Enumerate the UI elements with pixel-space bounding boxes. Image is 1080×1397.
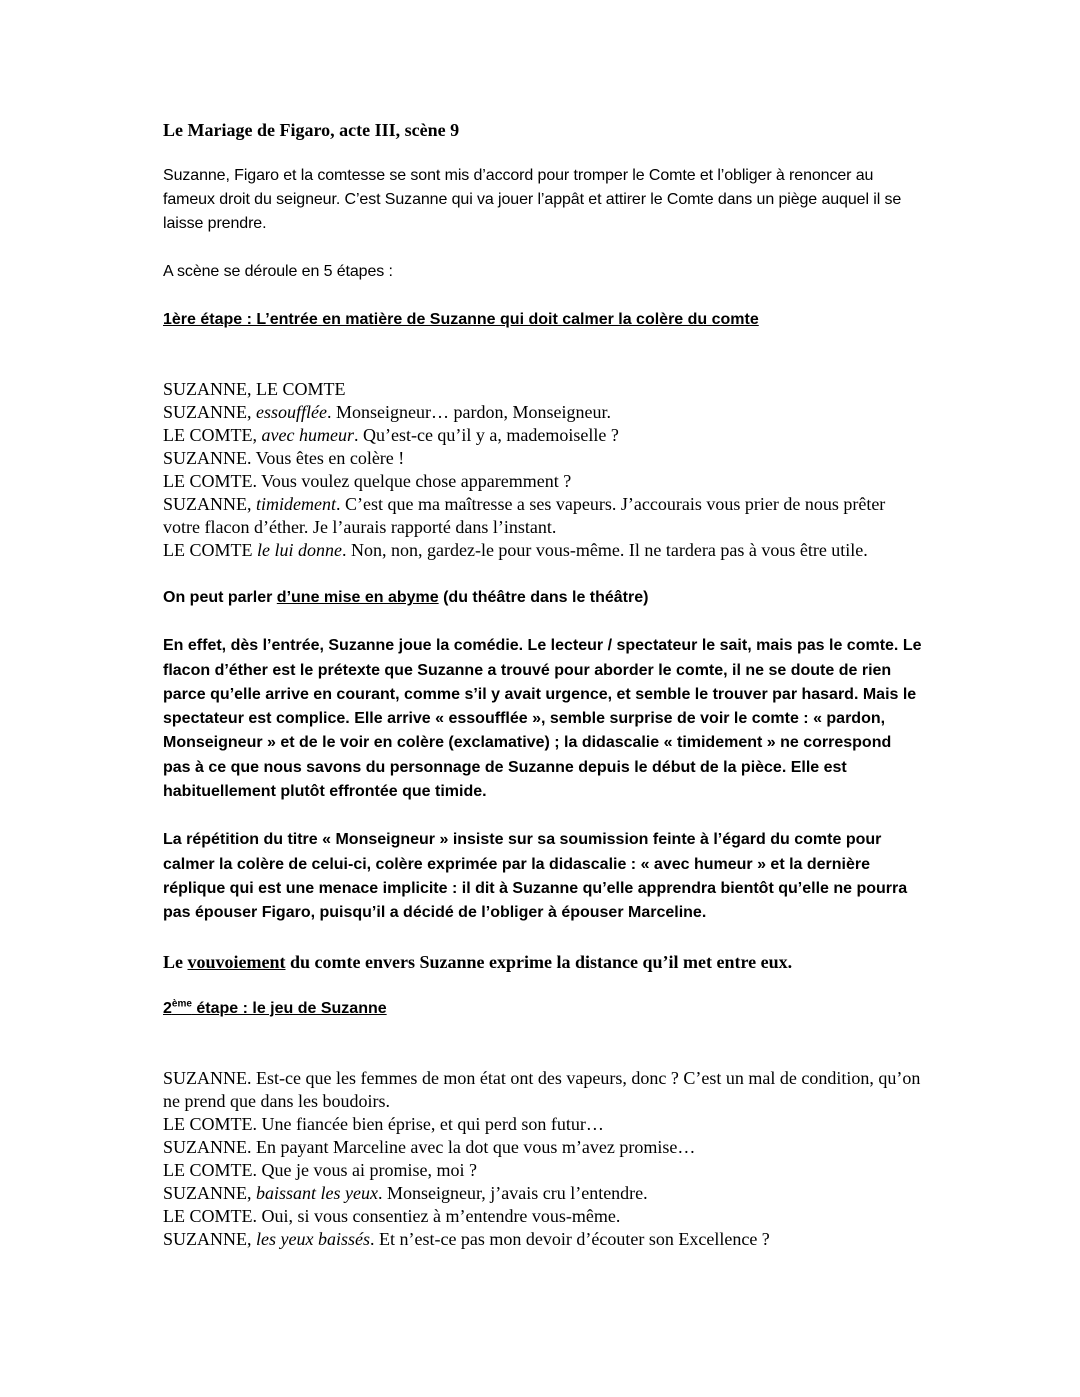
dialogue-line: SUZANNE, LE COMTE [163, 379, 346, 399]
dialogue-line: SUZANNE. Est-ce que les femmes de mon état ont des vapeurs, donc ? C’est un mal de condition, qu’on ne prend que dans les boudoirs. [163, 1067, 921, 1111]
dialogue-line: SUZANNE. En payant Marceline avec la dot que vous m’avez promise… [163, 1136, 696, 1157]
dialogue-line: LE COMTE. Vous voulez quelque chose apparemment ? [163, 471, 572, 491]
steps-intro: A scène se déroule en 5 étapes : [163, 263, 393, 280]
step2-dialogue [163, 1067, 923, 1251]
dialogue-line: SUZANNE. Vous êtes en colère ! [163, 448, 405, 468]
step1-dialogue [163, 378, 923, 562]
analysis-paragraph-2: La répétition du titre « Monseigneur » insiste sur sa soumission feinte à l’égard du comte pour calmer la colère de celui-ci, colère exprimée par la didascalie : « avec humeur » et la dernière réplique qui est une menace implicite : il dit à Suzanne qu’elle apprendra bientôt qu’elle ne pourra pas épouser Figaro, puisqu’il a décidé de l’obliger à épouser Marceline. [163, 831, 908, 922]
mise-en-abyme-note: On peut parler d’une mise en abyme (du théâtre dans le théâtre) [163, 589, 649, 606]
intro-paragraph: Suzanne, Figaro et la comtesse se sont mis d’accord pour tromper le Comte et l’obliger à renoncer au fameux droit du seigneur. C’est Suzanne qui va jouer l’appât et attirer le Comte dans un piège auquel il se laisse prendre. [163, 167, 902, 232]
dialogue-line: LE COMTE. Oui, si vous consentiez à m’entendre vous-même. [163, 1205, 621, 1226]
step1-heading: 1ère étape : L’entrée en matière de Suzanne qui doit calmer la colère du comte [163, 311, 759, 328]
dialogue-line: SUZANNE, timidement. C’est que ma maîtresse a ses vapeurs. J’accourais vous prier de nous prêter votre flacon d’éther. Je l’aurais rapporté dans l’instant. [163, 494, 886, 537]
dialogue-line: SUZANNE, les yeux baissés. Et n’est-ce pas mon devoir d’écouter son Excellence ? [163, 1228, 770, 1249]
dialogue-line: LE COMTE. Que je vous ai promise, moi ? [163, 1159, 477, 1180]
step2-heading: 2ème étape : le jeu de Suzanne [163, 998, 387, 1017]
dialogue-line: LE COMTE. Une fiancée bien éprise, et qui perd son futur… [163, 1113, 604, 1134]
document-page [163, 118, 923, 1275]
dialogue-line: SUZANNE, essoufflée. Monseigneur… pardon, Monseigneur. [163, 402, 611, 422]
dialogue-line: LE COMTE le lui donne. Non, non, gardez-le pour vous-même. Il ne tardera pas à vous être utile. [163, 540, 868, 560]
dialogue-line: LE COMTE, avec humeur. Qu’est-ce qu’il y a, mademoiselle ? [163, 425, 619, 445]
dialogue-line: SUZANNE, baissant les yeux. Monseigneur, j’avais cru l’entendre. [163, 1182, 648, 1203]
analysis-paragraph-1: En effet, dès l’entrée, Suzanne joue la comédie. Le lecteur / spectateur le sait, mais pas le comte. Le flacon d’éther est le prétexte que Suzanne a trouvé pour aborder le comte, il ne se doute de rien parce qu’elle arrive en courant, comme s’il y avait urgence, et semble le trouver par hasard. Mais le spectateur est complice. Elle arrive « essoufflée », semble surprise de voir le comte : « pardon, Monseigneur » et de le voir en colère (exclamative) ; la didascalie « timidement » ne correspond pas à ce que nous savons du personnage de Suzanne depuis le début de la pièce. Elle est habituellement plutôt effrontée que timide. [163, 637, 922, 801]
document-title: Le Mariage de Figaro, acte III, scène 9 [163, 120, 460, 140]
vouvoiement-note: Le vouvoiement du comte envers Suzanne exprime la distance qu’il met entre eux. [163, 951, 793, 972]
